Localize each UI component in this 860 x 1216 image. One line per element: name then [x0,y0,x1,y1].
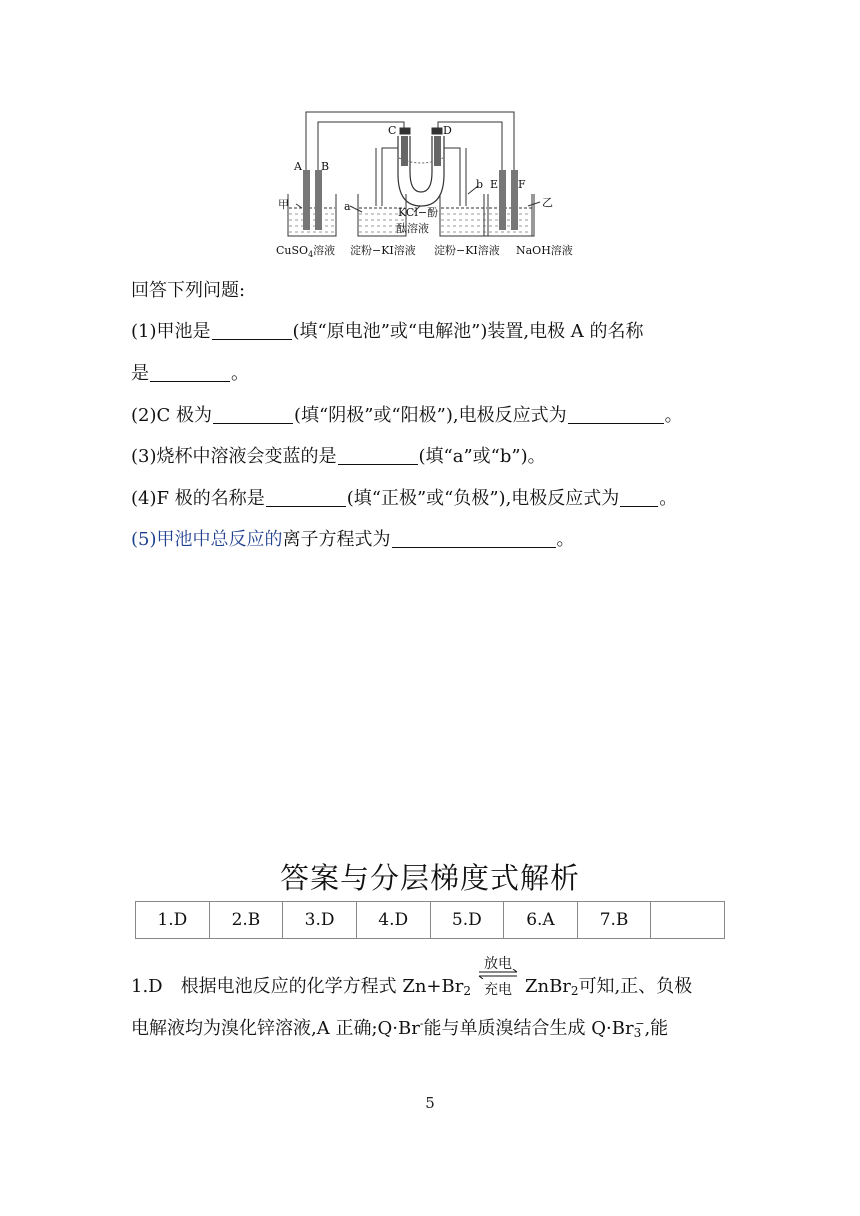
label-naoh: NaOH溶液 [516,244,573,257]
electrode-d-cap [432,128,442,134]
answer-cell: 4.D [356,902,430,939]
electrode-c-cap [400,128,410,134]
label-starch-ki-a: 淀粉−KI溶液 [350,244,416,257]
answer-cell: 3.D [283,902,357,939]
electrode-f [511,170,518,230]
answer-blank[interactable] [392,529,556,548]
question-2: (2)C 极为 (填“阴极”或“阳极”),电极反应式为 。 [131,405,683,426]
answer-cell: 6.A [504,902,578,939]
answer-blank[interactable] [338,446,418,465]
questions-intro: 回答下列问题: [131,280,246,301]
page-number: 5 [425,1094,435,1112]
label-starch-ki-b: 淀粉−KI溶液 [434,244,500,257]
label-electrode-e: E [490,178,499,191]
answer-blank[interactable] [266,488,346,507]
label-kcl-line2: 酞溶液 [396,222,429,235]
u-tube-inner [410,136,432,192]
explanation-line-1: 1.D 根据电池反应的化学方程式 $Zn+Br_2$ 放电 充电 ZnBr$_2$可知,正、负极 [131,956,693,998]
electrode-a [303,170,310,230]
electrolysis-apparatus-diagram [272,108,588,264]
question-1-cont: 是 。 [131,363,249,384]
label-kcl-line1: KCl−酚 [398,206,439,219]
tube-to-beaker-a [382,148,398,206]
label-electrode-f: F [518,178,526,191]
reversible-arrow: 放电 充电 [477,972,519,996]
label-cuso4: CuSO$_4$溶液 [276,244,336,259]
label-beaker-b: b [476,178,484,191]
answer-blank[interactable] [568,405,664,424]
answer-table [135,901,725,939]
explanation-line-2: 电解液均为溴化锌溶液,A 正确;Q·Br-能与单质溴结合生成 $Q\cdot Br_3^-$,能 [131,1017,669,1040]
answer-cell: 7.B [577,902,651,939]
answers-title: 答案与分层梯度式解析 [279,861,580,895]
electrode-e [499,170,506,230]
jia-pointer [296,204,302,208]
label-electrode-c: C [388,124,397,137]
beaker-yi [484,194,532,236]
beaker-jia [288,194,336,236]
electrode-c [401,136,408,166]
electrode-b [315,170,322,230]
label-jia: 甲 [278,198,289,211]
question-5: (5)甲池中总反应的离子方程式为 。 [131,529,575,550]
answer-cell: 5.D [430,902,504,939]
answer-blank[interactable] [213,405,293,424]
table-row [136,902,725,939]
a-pointer [350,206,362,212]
answer-blank[interactable] [212,321,292,340]
label-electrode-b: B [321,160,330,173]
electrode-d [434,136,441,166]
answer-cell: 1.D [136,902,210,939]
question-1: (1)甲池是 (填“原电池”或“电解池”)装置,电极 A 的名称 [131,321,644,342]
tube-to-beaker-b [444,148,460,206]
answer-blank[interactable] [620,488,658,507]
answer-cell [651,902,725,939]
question-3: (3)烧杯中溶液会变蓝的是 (填“a”或“b”)。 [131,446,546,467]
answer-cell: 2.B [209,902,283,939]
beaker-b [440,194,488,236]
label-yi: 乙 [542,196,553,209]
label-beaker-a: a [344,200,351,213]
question-4: (4)F 极的名称是 (填“正极”或“负极”),电极反应式为 。 [131,488,678,509]
label-electrode-a: A [294,160,302,173]
label-electrode-d: D [443,124,452,137]
answer-blank[interactable] [150,363,230,382]
